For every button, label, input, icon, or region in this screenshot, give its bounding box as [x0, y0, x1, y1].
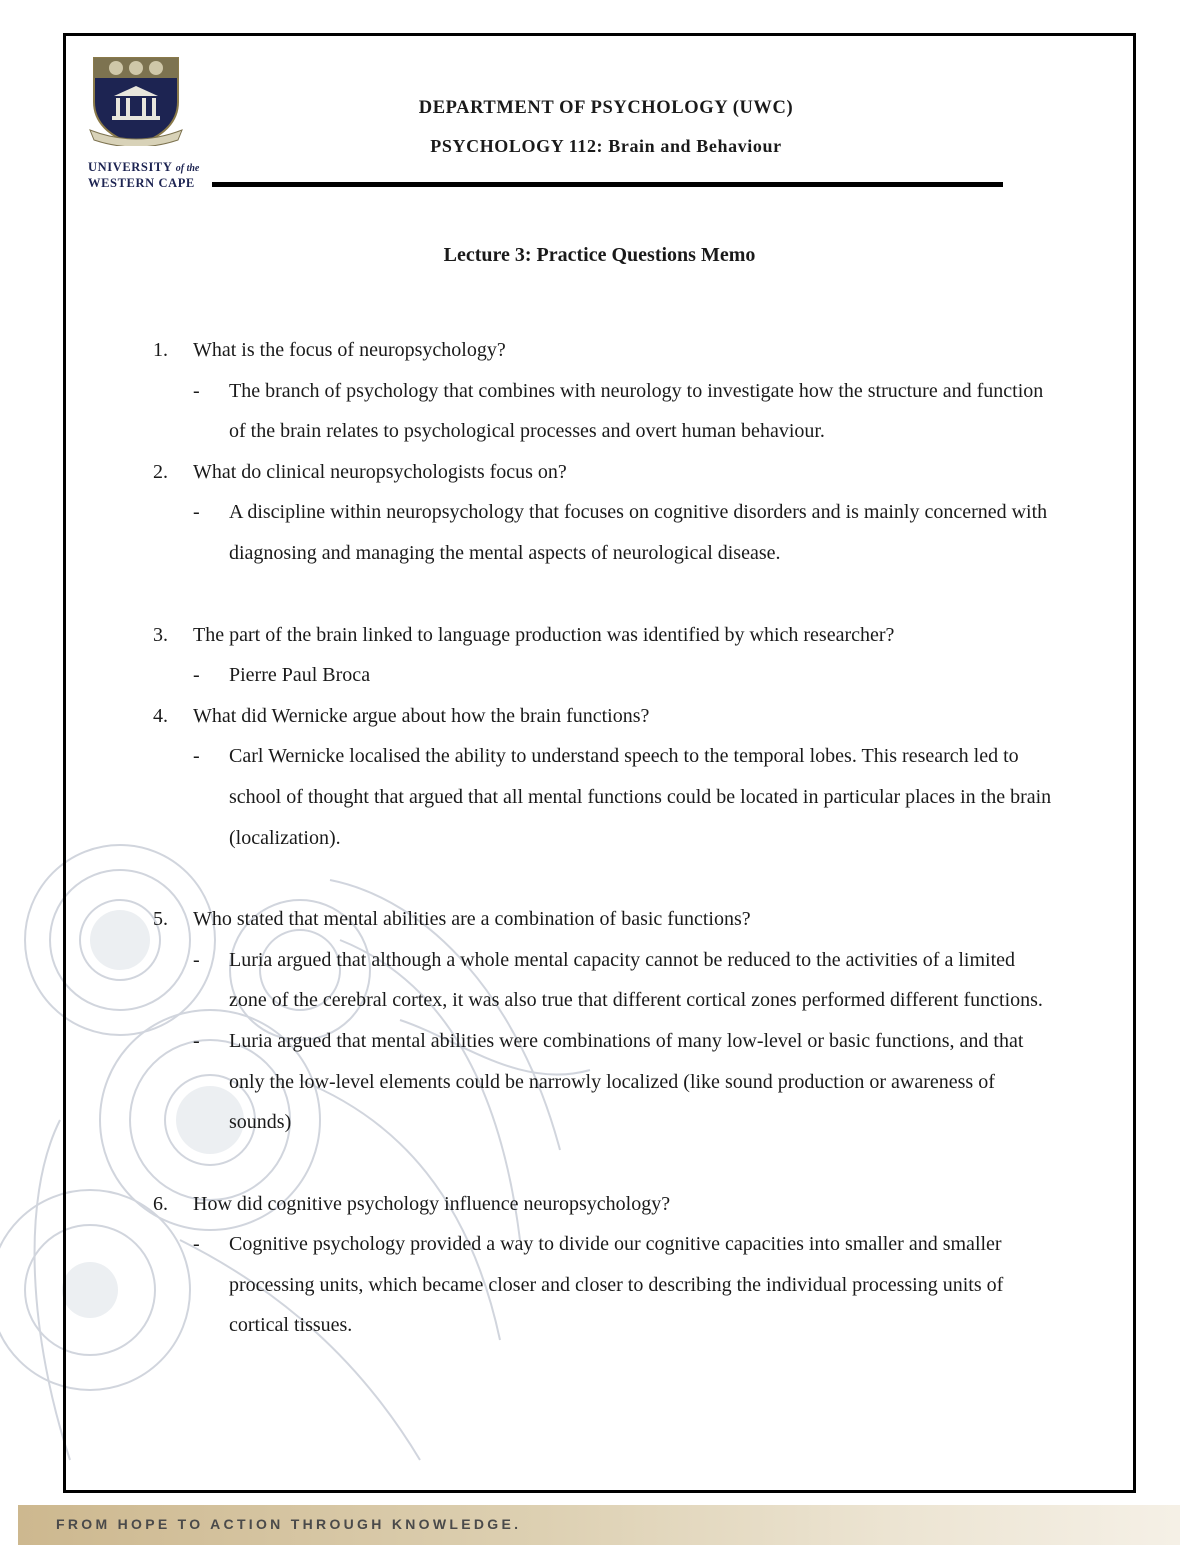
dash-bullet: -: [193, 1233, 200, 1256]
question-number: 6.: [153, 1192, 168, 1215]
spacer: [153, 1143, 1053, 1184]
answer-item: [193, 1021, 1053, 1143]
question-text: What is the focus of neuropsychology?: [193, 339, 506, 361]
answer-text: Cognitive psychology provided a way to divide our cognitive capacities into smaller and smaller processing units, which became closer and closer to describing the individual processing units of cortical tissues.: [229, 1233, 1004, 1337]
question-text: How did cognitive psychology influence neuropsychology?: [193, 1192, 671, 1215]
answer-text: Luria argued that although a whole mental capacity cannot be reduced to the activities of a limited zone of the cerebral cortex, it was also true that different cortical zones performed different functions.: [229, 948, 1043, 1012]
question-item: [153, 1184, 1053, 1346]
answer-item: [193, 940, 1053, 1021]
answer-item: [193, 1224, 1053, 1346]
page-title: Lecture 3: Practice Questions Memo: [443, 244, 756, 266]
dash-bullet: -: [193, 501, 200, 524]
dash-bullet: -: [193, 664, 200, 687]
answer-text: Luria argued that mental abilities were combinations of many low-level or basic functions, and that only the low-level elements could be narrowly localized (like sound production or awareness of sounds): [229, 1029, 1024, 1134]
spacer: [153, 858, 1053, 899]
spacer: [153, 574, 1053, 615]
question-number: 2.: [153, 460, 168, 483]
question-text: Who stated that mental abilities are a combination of basic functions?: [193, 908, 751, 931]
question-item: [153, 899, 1053, 1143]
question-number: 1.: [153, 339, 168, 361]
answer-text: Carl Wernicke localised the ability to understand speech to the temporal lobes. This research led to school of thought that argued that all mental functions could be located in particular places in the brain (localization).: [229, 745, 1052, 849]
dash-bullet: -: [193, 948, 200, 971]
question-number: 4.: [153, 704, 168, 727]
dash-bullet: -: [193, 1029, 200, 1052]
question-item: [153, 330, 1053, 452]
footer-motto: FROM HOPE TO ACTION THROUGH KNOWLEDGE.: [56, 1516, 522, 1532]
question-number: 3.: [153, 623, 168, 646]
answer-item: [193, 655, 1053, 696]
university-name: UNIVERSITY of the WESTERN CAPE: [88, 160, 200, 190]
answer-text: A discipline within neuropsychology that focuses on cognitive disorders and is mainly concerned with diagnosing and managing the mental aspects of neurological disease.: [229, 501, 1048, 564]
answer-text: The branch of psychology that combines with neurology to investigate how the structure and function of the brain relates to psychological processes and overt human behaviour.: [229, 379, 1044, 443]
question-item: [153, 615, 1053, 696]
question-text: What did Wernicke argue about how the brain functions?: [193, 704, 650, 727]
question-text: What do clinical neuropsychologists focus on?: [193, 460, 567, 483]
answer-item: [193, 371, 1053, 452]
footer-banner: [18, 1505, 1180, 1545]
question-item: [153, 696, 1053, 858]
question-list: [153, 330, 1053, 1346]
question-text: The part of the brain linked to language production was identified by which researcher?: [193, 623, 895, 646]
answer-item: [193, 492, 1053, 573]
page-frame: [63, 33, 1136, 1493]
course-heading: PSYCHOLOGY 112: Brain and Behaviour: [430, 136, 782, 156]
dash-bullet: -: [193, 745, 200, 768]
header-divider: [212, 182, 1003, 187]
question-number: 5.: [153, 908, 168, 931]
question-item: [153, 452, 1053, 574]
university-crest-logo: [86, 54, 186, 146]
answer-item: [193, 736, 1053, 858]
department-heading: DEPARTMENT OF PSYCHOLOGY (UWC): [418, 98, 794, 118]
dash-bullet: -: [193, 379, 200, 402]
answer-text: Pierre Paul Broca: [229, 664, 371, 687]
